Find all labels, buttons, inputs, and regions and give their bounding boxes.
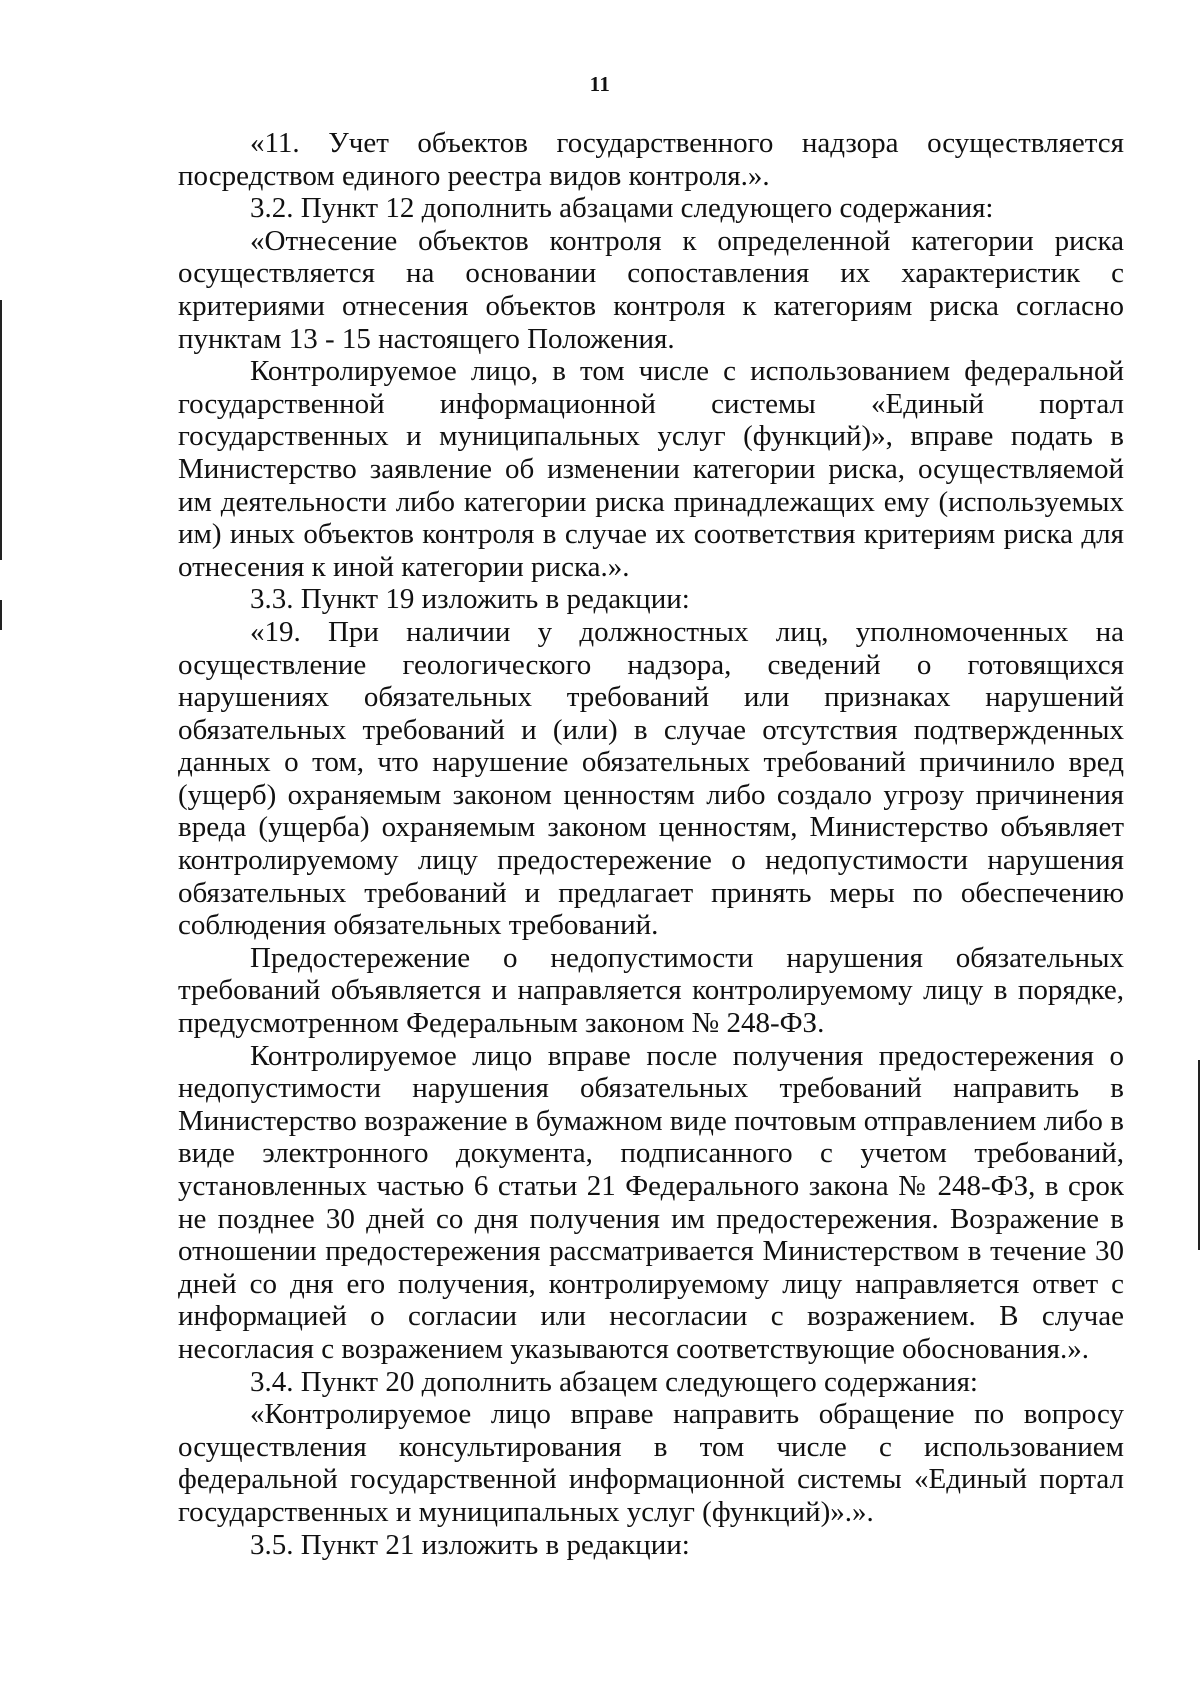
- paragraph-item-19-warning: «19. При наличии у должностных лиц, уполномоченных на осуществление геологического надзора, сведений о готовящихся нарушениях обязательных требований или признаках нарушений обязательных требований и (или) в случае отсутствия подтвержденных данных о том, что нарушение обязательных требований причинило вред (ущерб) охраняемым законом ценностям либо создало угрозу причинения вреда (ущерба) охраняемым законом ценностям, Министерство объявляет контролируемому лицу предостережение о недопустимости нарушения обязательных требований и предлагает принять меры по обеспечению соблюдения обязательных требований.: [178, 615, 1124, 942]
- paragraph-risk-category-change-request: Контролируемое лицо, в том числе с использованием федеральной государственной информационной системы «Единый портал государственных и муниципальных услуг (функций)», вправе подать в Министерство заявление об изменении категории риска, осуществляемой им деятельности либо категории риска принадлежащих ему (используемых им) иных объектов контроля в случае их соответствия критериям риска для отнесения к иной категории риска.».: [178, 355, 1124, 583]
- paragraph-amendment-3-5: 3.5. Пункт 21 изложить в редакции:: [250, 1528, 690, 1561]
- paragraph-item-11-quote: «11. Учет объектов государственного надзора осуществляется посредством единого реестра видов контроля.».: [178, 127, 1124, 192]
- paragraph-amendment-3-4: 3.4. Пункт 20 дополнить абзацем следующего содержания:: [250, 1365, 978, 1398]
- page-number: 11: [589, 72, 611, 96]
- paragraph-objection-procedure: Контролируемое лицо вправе после получения предостережения о недопустимости нарушения обязательных требований направить в Министерство возражение в бумажном виде почтовым отправлением либо в виде электронного документа, подписанного с учетом требований, установленных частью 6 статьи 21 Федерального закона № 248-ФЗ, в срок не позднее 30 дней со дня получения им предостережения. Возражение в отношении предостережения рассматривается Министерством в течение 30 дней со дня его получения, контролируемому лицу направляется ответ с информацией о согласии или несогласии с возражением. В случае несогласия с возражением указываются соответствующие обоснования.».: [178, 1039, 1124, 1365]
- document-body: [178, 127, 1124, 1561]
- scan-edge-mark-left: [0, 300, 2, 560]
- paragraph-warning-delivery: Предостережение о недопустимости нарушения обязательных требований объявляется и направляется контролируемому лицу в порядке, предусмотренном Федеральным законом № 248-ФЗ.: [178, 941, 1124, 1040]
- scan-edge-mark-left-lower: [0, 600, 2, 630]
- paragraph-amendment-3-2: 3.2. Пункт 12 дополнить абзацами следующего содержания:: [250, 192, 994, 225]
- paragraph-consultation-request: «Контролируемое лицо вправе направить обращение по вопросу осуществления консультирования в том числе с использованием федеральной государственной информационной системы «Единый портал государственных и муниципальных услуг (функций)».».: [178, 1398, 1124, 1528]
- paragraph-amendment-3-3: 3.3. Пункт 19 изложить в редакции:: [250, 583, 690, 616]
- paragraph-risk-category-assignment: «Отнесение объектов контроля к определенной категории риска осуществляется на основании сопоставления их характеристик с критериями отнесения объектов контроля к категориям риска согласно пунктам 13 - 15 настоящего Положения.: [178, 224, 1124, 355]
